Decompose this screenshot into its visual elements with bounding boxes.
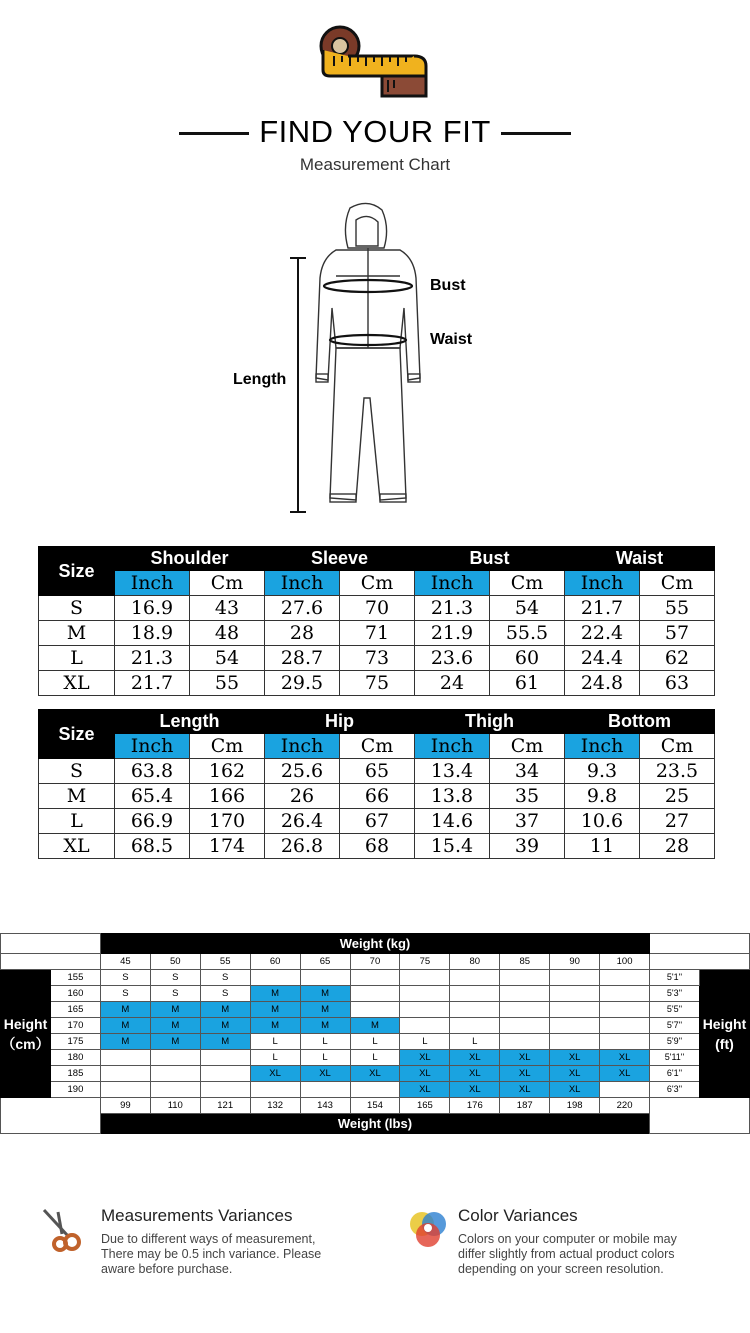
size-cell: XL <box>300 1066 350 1082</box>
size-cell: M <box>300 1018 350 1034</box>
height-ft-value: 5'1'' <box>650 970 700 986</box>
size-cell: L <box>39 809 115 834</box>
value-cell: 9.8 <box>565 784 640 809</box>
header-row <box>39 710 715 734</box>
size-cell: L <box>350 1050 400 1066</box>
size-cell <box>250 970 300 986</box>
size-cell: L <box>350 1034 400 1050</box>
note-line: There may be 0.5 inch variance. Please <box>101 1247 322 1261</box>
size-cell <box>600 986 650 1002</box>
value-cell: 13.4 <box>415 759 490 784</box>
unit-header-inch: Inch <box>565 571 640 596</box>
size-cell <box>150 1050 200 1066</box>
size-cell: M <box>100 1018 150 1034</box>
value-cell: 57 <box>640 621 715 646</box>
value-cell: 15.4 <box>415 834 490 859</box>
page-title <box>0 112 750 152</box>
size-cell: XL <box>500 1066 550 1082</box>
size-cell: M <box>350 1018 400 1034</box>
size-cell <box>600 1034 650 1050</box>
size-cell: XL <box>500 1050 550 1066</box>
unit-header-cm: Cm <box>190 734 265 759</box>
height-row <box>1 1018 750 1034</box>
value-cell: 25.6 <box>265 759 340 784</box>
size-cell <box>150 1066 200 1082</box>
value-cell: 43 <box>190 596 265 621</box>
size-cell: XL <box>450 1066 500 1082</box>
weight-kg-value: 100 <box>600 954 650 970</box>
table-row <box>39 671 715 696</box>
weight-lbs-value: 154 <box>350 1098 400 1114</box>
note-text-measurements <box>101 1232 361 1277</box>
value-cell: 60 <box>490 646 565 671</box>
size-table-upper <box>38 546 715 696</box>
value-cell: 68.5 <box>115 834 190 859</box>
value-cell: 21.9 <box>415 621 490 646</box>
size-cell: XL <box>39 671 115 696</box>
size-cell <box>450 1002 500 1018</box>
value-cell: 63.8 <box>115 759 190 784</box>
size-cell: S <box>39 596 115 621</box>
empty-cell <box>1 934 101 954</box>
weight-kg-value: 65 <box>300 954 350 970</box>
value-cell: 68 <box>340 834 415 859</box>
size-cell: M <box>200 1034 250 1050</box>
value-cell: 21.7 <box>115 671 190 696</box>
size-cell <box>500 1018 550 1034</box>
note-line: Colors on your computer or mobile may <box>458 1232 677 1246</box>
column-group-header: Hip <box>265 710 415 734</box>
waist-label: Waist <box>430 331 473 348</box>
table-row <box>39 809 715 834</box>
unit-header-cm: Cm <box>190 571 265 596</box>
unit-header-inch: Inch <box>265 734 340 759</box>
value-cell: 24.8 <box>565 671 640 696</box>
size-cell <box>100 1082 150 1098</box>
weight-kg-row <box>1 954 750 970</box>
value-cell: 24 <box>415 671 490 696</box>
value-cell: 23.6 <box>415 646 490 671</box>
size-cell: L <box>300 1034 350 1050</box>
height-row <box>1 986 750 1002</box>
height-ft-value: 6'3'' <box>650 1082 700 1098</box>
height-row <box>1 1034 750 1050</box>
size-cell: XL <box>400 1066 450 1082</box>
size-cell: M <box>300 986 350 1002</box>
value-cell: 66.9 <box>115 809 190 834</box>
size-cell: M <box>150 1018 200 1034</box>
snowsuit-figure <box>228 198 488 518</box>
size-header: Size <box>39 710 115 759</box>
column-group-header: Bottom <box>565 710 715 734</box>
weight-lbs-value: 165 <box>400 1098 450 1114</box>
table-row <box>39 784 715 809</box>
column-group-header: Waist <box>565 547 715 571</box>
height-row <box>1 970 750 986</box>
value-cell: 73 <box>340 646 415 671</box>
size-cell <box>200 1082 250 1098</box>
header-row <box>39 547 715 571</box>
size-cell <box>300 1082 350 1098</box>
empty-cell <box>1 954 101 970</box>
weight-lbs-title-row <box>1 1114 750 1134</box>
weight-lbs-value: 143 <box>300 1098 350 1114</box>
height-cm-value: 155 <box>50 970 100 986</box>
value-cell: 70 <box>340 596 415 621</box>
size-cell: XL <box>450 1082 500 1098</box>
size-cell <box>350 1082 400 1098</box>
size-cell: XL <box>350 1066 400 1082</box>
table-row <box>39 596 715 621</box>
tape-measure-logo-icon <box>318 10 430 106</box>
weight-lbs-value: 121 <box>200 1098 250 1114</box>
size-cell <box>450 986 500 1002</box>
size-cell: L <box>450 1034 500 1050</box>
value-cell: 27.6 <box>265 596 340 621</box>
value-cell: 10.6 <box>565 809 640 834</box>
value-cell: 162 <box>190 759 265 784</box>
size-cell <box>500 970 550 986</box>
value-cell: 28 <box>640 834 715 859</box>
height-cm-value: 175 <box>50 1034 100 1050</box>
weight-kg-value: 80 <box>450 954 500 970</box>
unit-header-inch: Inch <box>115 571 190 596</box>
value-cell: 67 <box>340 809 415 834</box>
table-row <box>39 759 715 784</box>
size-cell: S <box>100 986 150 1002</box>
value-cell: 174 <box>190 834 265 859</box>
note-line: Due to different ways of measurement, <box>101 1232 316 1246</box>
height-cm-value: 165 <box>50 1002 100 1018</box>
weight-kg-value: 50 <box>150 954 200 970</box>
size-cell: M <box>250 1018 300 1034</box>
value-cell: 18.9 <box>115 621 190 646</box>
bust-label: Bust <box>430 277 466 294</box>
value-cell: 26.8 <box>265 834 340 859</box>
height-ft-label <box>699 970 749 1098</box>
size-table-lower <box>38 709 715 859</box>
size-cell: M <box>100 1034 150 1050</box>
value-cell: 21.7 <box>565 596 640 621</box>
value-cell: 22.4 <box>565 621 640 646</box>
value-cell: 54 <box>490 596 565 621</box>
size-cell <box>600 1018 650 1034</box>
empty-cell <box>1 1098 101 1134</box>
height-ft-label-unit: (ft) <box>715 1035 734 1052</box>
size-cell <box>550 1034 600 1050</box>
size-cell: S <box>100 970 150 986</box>
column-group-header: Shoulder <box>115 547 265 571</box>
value-cell: 24.4 <box>565 646 640 671</box>
weight-kg-value: 55 <box>200 954 250 970</box>
value-cell: 75 <box>340 671 415 696</box>
unit-header-cm: Cm <box>640 571 715 596</box>
size-cell: XL <box>39 834 115 859</box>
note-title-colors: Color Variances <box>458 1206 578 1225</box>
unit-header-inch: Inch <box>415 734 490 759</box>
page-title-text: FIND YOUR FIT <box>259 114 491 149</box>
column-group-header: Length <box>115 710 265 734</box>
value-cell: 28.7 <box>265 646 340 671</box>
height-cm-value: 170 <box>50 1018 100 1034</box>
size-cell <box>550 1018 600 1034</box>
note-line: depending on your screen resolution. <box>458 1262 664 1276</box>
value-cell: 16.9 <box>115 596 190 621</box>
size-cell <box>450 970 500 986</box>
height-cm-value: 180 <box>50 1050 100 1066</box>
size-cell <box>600 1082 650 1098</box>
weight-kg-value: 85 <box>500 954 550 970</box>
column-group-header: Thigh <box>415 710 565 734</box>
size-cell: XL <box>400 1082 450 1098</box>
value-cell: 21.3 <box>115 646 190 671</box>
value-cell: 39 <box>490 834 565 859</box>
weight-kg-value: 90 <box>550 954 600 970</box>
weight-lbs-value: 99 <box>100 1098 150 1114</box>
weight-lbs-value: 187 <box>500 1098 550 1114</box>
height-ft-value: 6'1'' <box>650 1066 700 1082</box>
size-cell <box>350 970 400 986</box>
weight-kg-value: 45 <box>100 954 150 970</box>
size-cell <box>500 1034 550 1050</box>
height-ft-value: 5'5'' <box>650 1002 700 1018</box>
weight-kg-value: 60 <box>250 954 300 970</box>
length-label: Length <box>233 371 287 388</box>
value-cell: 65 <box>340 759 415 784</box>
size-cell: L <box>250 1050 300 1066</box>
size-cell <box>400 970 450 986</box>
value-cell: 27 <box>640 809 715 834</box>
value-cell: 29.5 <box>265 671 340 696</box>
note-line: aware before purchase. <box>101 1262 233 1276</box>
unit-row <box>39 734 715 759</box>
size-cell: M <box>250 986 300 1002</box>
note-title-measurements: Measurements Variances <box>101 1206 293 1225</box>
height-cm-value: 185 <box>50 1066 100 1082</box>
value-cell: 28 <box>265 621 340 646</box>
empty-cell <box>650 954 750 970</box>
value-cell: 13.8 <box>415 784 490 809</box>
size-cell <box>400 1002 450 1018</box>
value-cell: 35 <box>490 784 565 809</box>
weight-height-chart <box>0 933 750 1134</box>
value-cell: 62 <box>640 646 715 671</box>
value-cell: 55 <box>190 671 265 696</box>
height-cm-value: 190 <box>50 1082 100 1098</box>
value-cell: 9.3 <box>565 759 640 784</box>
unit-header-cm: Cm <box>490 571 565 596</box>
weight-kg-value: 75 <box>400 954 450 970</box>
height-cm-label-unit: （cm） <box>1 1035 50 1052</box>
weight-lbs-value: 110 <box>150 1098 200 1114</box>
size-cell <box>400 986 450 1002</box>
unit-row <box>39 571 715 596</box>
size-cell <box>350 1002 400 1018</box>
value-cell: 65.4 <box>115 784 190 809</box>
unit-header-cm: Cm <box>340 734 415 759</box>
height-ft-value: 5'9'' <box>650 1034 700 1050</box>
unit-header-inch: Inch <box>415 571 490 596</box>
size-cell: XL <box>600 1066 650 1082</box>
size-cell: M <box>200 1002 250 1018</box>
size-cell: S <box>39 759 115 784</box>
height-row <box>1 1050 750 1066</box>
weight-lbs-title: Weight (lbs) <box>100 1114 649 1134</box>
size-cell <box>300 970 350 986</box>
size-cell: M <box>150 1034 200 1050</box>
value-cell: 34 <box>490 759 565 784</box>
size-cell: L <box>39 646 115 671</box>
value-cell: 26 <box>265 784 340 809</box>
size-cell <box>200 1050 250 1066</box>
value-cell: 26.4 <box>265 809 340 834</box>
note-text-colors <box>458 1232 738 1277</box>
unit-header-inch: Inch <box>115 734 190 759</box>
value-cell: 55.5 <box>490 621 565 646</box>
size-cell: XL <box>550 1050 600 1066</box>
size-cell: XL <box>600 1050 650 1066</box>
value-cell: 61 <box>490 671 565 696</box>
value-cell: 14.6 <box>415 809 490 834</box>
size-cell: M <box>200 1018 250 1034</box>
size-cell <box>450 1018 500 1034</box>
weight-lbs-row <box>1 1098 750 1114</box>
value-cell: 21.3 <box>415 596 490 621</box>
size-cell <box>600 1002 650 1018</box>
size-cell: XL <box>500 1082 550 1098</box>
size-cell <box>350 986 400 1002</box>
value-cell: 66 <box>340 784 415 809</box>
unit-header-inch: Inch <box>265 571 340 596</box>
size-cell <box>500 1002 550 1018</box>
weight-lbs-value: 176 <box>450 1098 500 1114</box>
size-cell: L <box>250 1034 300 1050</box>
size-cell: XL <box>450 1050 500 1066</box>
page-subtitle: Measurement Chart <box>299 155 451 174</box>
value-cell: 48 <box>190 621 265 646</box>
height-row <box>1 1082 750 1098</box>
size-cell: XL <box>550 1082 600 1098</box>
weight-lbs-value: 198 <box>550 1098 600 1114</box>
weight-kg-value: 70 <box>350 954 400 970</box>
value-cell: 166 <box>190 784 265 809</box>
unit-header-cm: Cm <box>640 734 715 759</box>
empty-cell <box>650 1098 750 1134</box>
height-cm-label <box>1 970 51 1098</box>
table-row <box>39 621 715 646</box>
size-cell <box>550 986 600 1002</box>
height-ft-value: 5'7'' <box>650 1018 700 1034</box>
size-cell <box>100 1066 150 1082</box>
height-row <box>1 1066 750 1082</box>
size-header: Size <box>39 547 115 596</box>
size-cell: M <box>150 1002 200 1018</box>
size-cell: XL <box>550 1066 600 1082</box>
size-cell: XL <box>250 1066 300 1082</box>
height-cm-value: 160 <box>50 986 100 1002</box>
value-cell: 170 <box>190 809 265 834</box>
size-cell: S <box>200 986 250 1002</box>
weight-kg-title-row <box>1 934 750 954</box>
size-cell <box>500 986 550 1002</box>
size-cell <box>550 1002 600 1018</box>
note-line: differ slightly from actual product colors <box>458 1247 675 1261</box>
height-ft-value: 5'11'' <box>650 1050 700 1066</box>
table-row <box>39 834 715 859</box>
value-cell: 25 <box>640 784 715 809</box>
size-cell: XL <box>400 1050 450 1066</box>
height-ft-value: 5'3'' <box>650 986 700 1002</box>
size-cell: M <box>39 784 115 809</box>
title-rule-left <box>179 132 249 135</box>
size-cell <box>600 970 650 986</box>
unit-header-cm: Cm <box>340 571 415 596</box>
size-cell: L <box>400 1034 450 1050</box>
size-cell <box>200 1066 250 1082</box>
size-cell <box>150 1082 200 1098</box>
value-cell: 54 <box>190 646 265 671</box>
unit-header-cm: Cm <box>490 734 565 759</box>
size-cell: L <box>300 1050 350 1066</box>
size-cell <box>400 1018 450 1034</box>
empty-cell <box>650 934 750 954</box>
size-cell: S <box>150 970 200 986</box>
value-cell: 37 <box>490 809 565 834</box>
value-cell: 55 <box>640 596 715 621</box>
size-cell <box>250 1082 300 1098</box>
value-cell: 71 <box>340 621 415 646</box>
table-row <box>39 646 715 671</box>
title-rule-right <box>501 132 571 135</box>
weight-lbs-value: 132 <box>250 1098 300 1114</box>
value-cell: 63 <box>640 671 715 696</box>
height-row <box>1 1002 750 1018</box>
weight-kg-title: Weight (kg) <box>100 934 649 954</box>
size-cell: S <box>200 970 250 986</box>
size-cell: M <box>250 1002 300 1018</box>
size-cell <box>550 970 600 986</box>
column-group-header: Bust <box>415 547 565 571</box>
size-cell: M <box>300 1002 350 1018</box>
scissors-icon <box>38 1206 86 1254</box>
value-cell: 23.5 <box>640 759 715 784</box>
color-wheel-icon <box>404 1206 452 1254</box>
unit-header-inch: Inch <box>565 734 640 759</box>
size-cell: M <box>39 621 115 646</box>
column-group-header: Sleeve <box>265 547 415 571</box>
size-cell: M <box>100 1002 150 1018</box>
size-cell <box>100 1050 150 1066</box>
height-ft-label-line: Height <box>702 1015 747 1032</box>
weight-lbs-value: 220 <box>600 1098 650 1114</box>
height-cm-label-line: Height <box>3 1015 48 1032</box>
size-cell: S <box>150 986 200 1002</box>
value-cell: 11 <box>565 834 640 859</box>
